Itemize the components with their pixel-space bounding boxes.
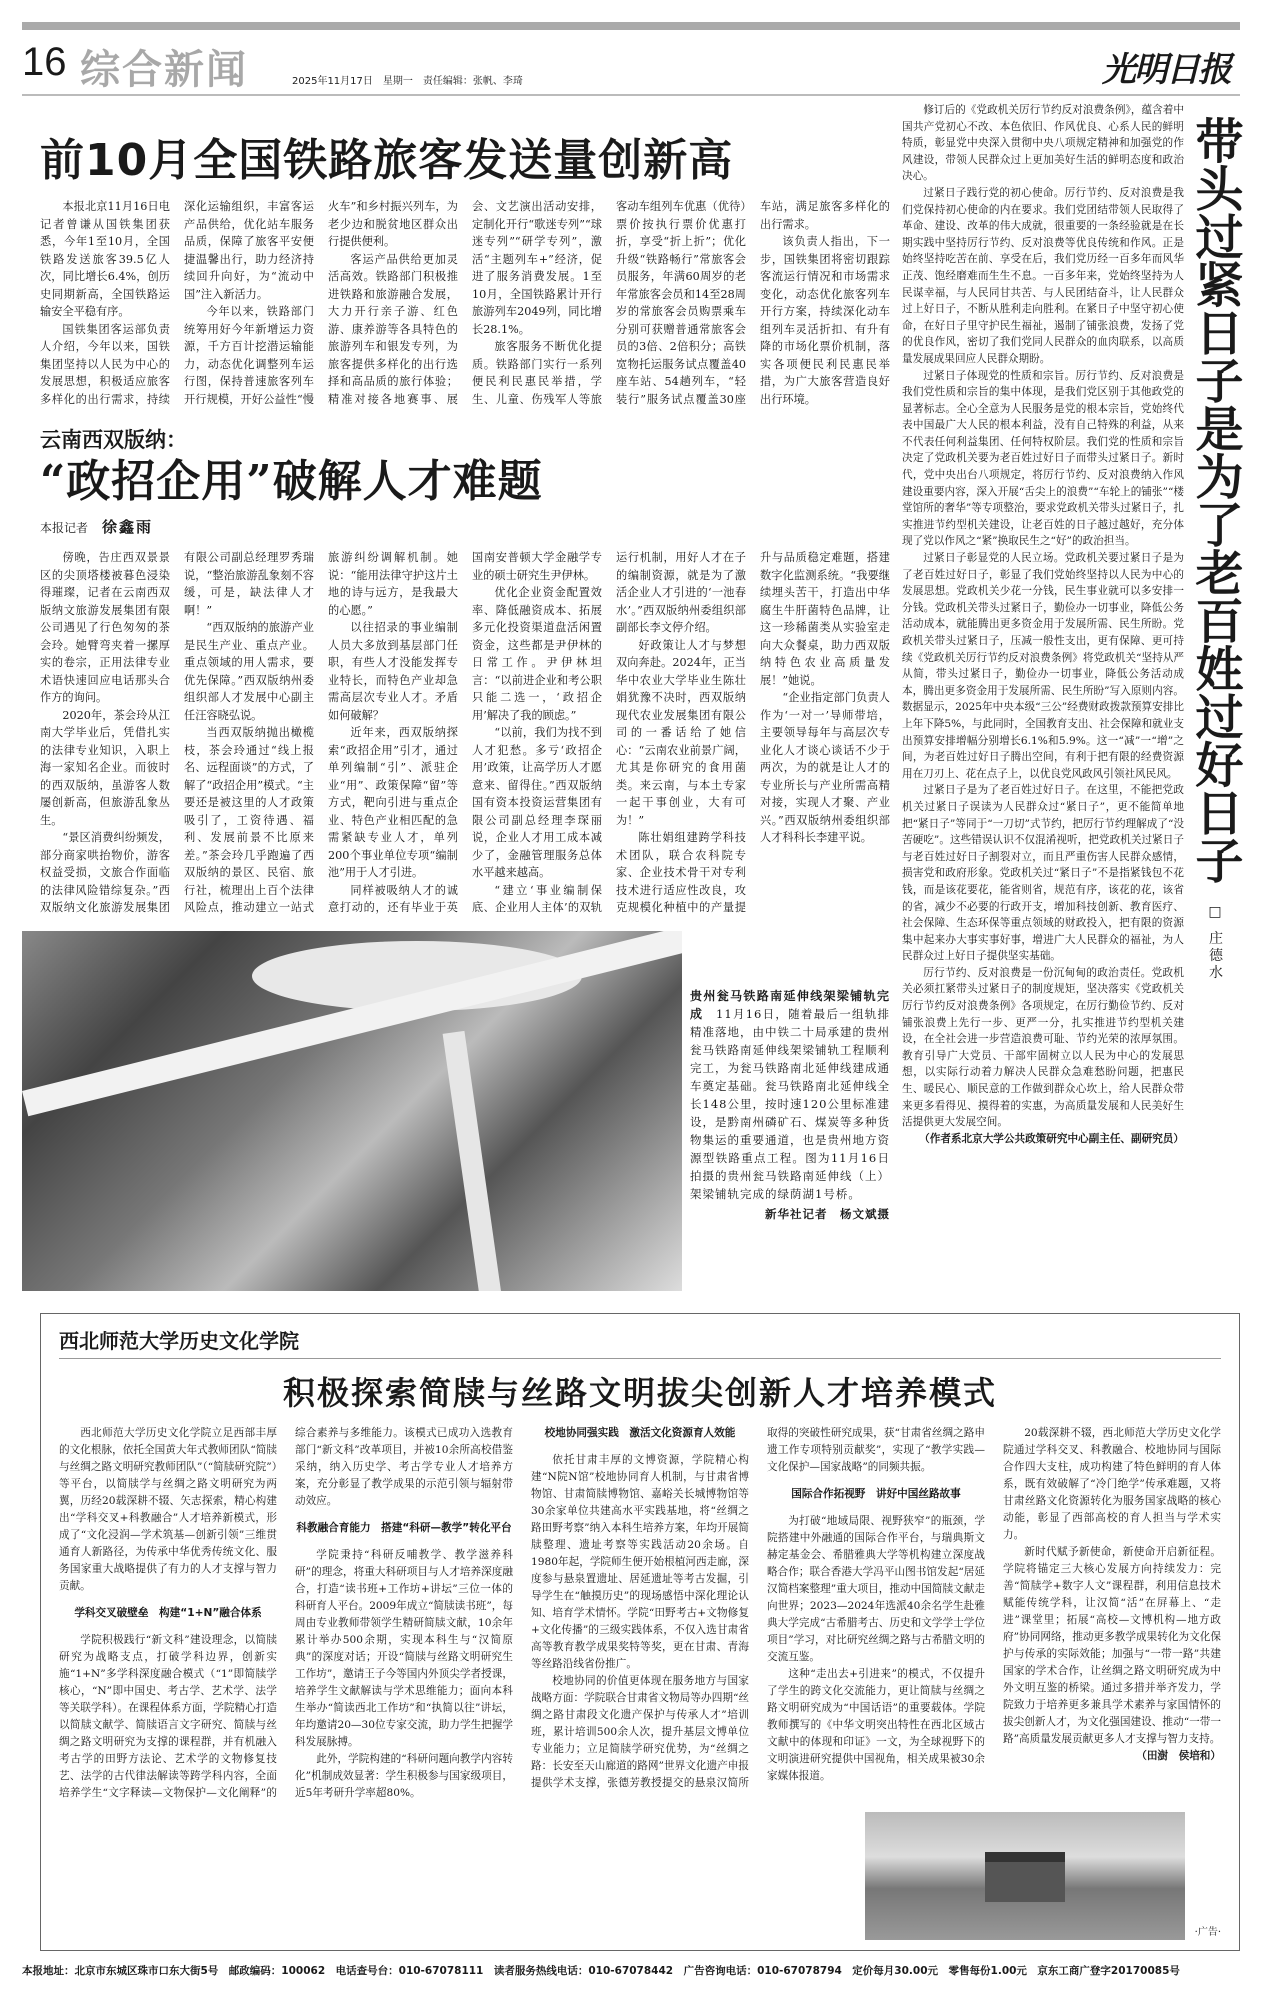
header-rule — [22, 94, 1240, 96]
photo-caption — [690, 931, 890, 1291]
feature-signature: （田澍 侯培和） — [1136, 1749, 1221, 1762]
news-column — [40, 100, 890, 1291]
photo-credit: 新华社记者 杨文斌摄 — [765, 1206, 890, 1221]
paragraph: 西北师范大学历史文化学院立足西部丰厚的文化根脉，依托全国黄大年式教师团队“简牍与丝绸之路文明研究教师团队”（“简牍研究院”）等平台，以简牍学与丝绸之路文明研究为两翼，历经20载深耕不辍、矢志探索，精心构建出“学科交叉+科教融合”人才培养新模式，形成了“文化浸润—学术筑基—创新引领”三维贯通育人新路径，为传承中华优秀传统文化、服务国家重大战略提供了有力的人才支撑与智力贡献。 — [59, 1426, 277, 1592]
paragraph: 近年来，西双版纳探索“政招企用”引才，通过单列编制“引”、派驻企业“用”、政策保障“留”等方式，靶向引进与重点企业、特色产业相匹配的急需紧缺专业人才，单列200个事业单位专项“编制池”用于人才引进。 — [328, 726, 458, 879]
byline-label: 本报记者 — [40, 521, 89, 535]
paragraph: 厉行节约、反对浪费是一份沉甸甸的政治责任。党政机关必须扛紧带头过紧日子的制度规矩，坚决落实《党政机关厉行节约反对浪费条例》各项规定，在厉行勤俭节约、反对铺张浪费上先行一步、更严一分，扎实推进节约型机关建设，在全社会进一步营造浪费可耻、节约光荣的浓厚氛围。教育引导广大党员、干部牢固树立以人民为中心的发展思想，以实际行动着力解决人民群众急难愁盼问题，把惠民生、暖民心、顺民意的工作做到群众心坎上，给人民群众带来更多看得见、摸得着的实惠，为高质量发展和人民美好生活提供更大发展空间。 — [902, 966, 1184, 1129]
feature-box — [40, 1313, 1240, 1951]
top-rule — [22, 22, 1240, 30]
paragraph: 20载深耕不辍，西北师范大学历史文化学院通过学科交叉、科教融合、校地协同与国际合作四大支柱，成功构建了特色鲜明的育人体系，既有效破解了“冷门绝学”传承难题，又将甘肃丝路文化资源转化为服务国家战略的核心动能，彰显了西部高校的育人担当与学术实力。 — [1003, 1426, 1221, 1541]
section-title: 综合新闻 — [80, 47, 248, 93]
feature-subheading: 校地协同强实践 激活文化资源育人效能 — [544, 1426, 736, 1439]
paragraph: 国铁集团客运部负责人介绍，今年以来，国铁集团坚持以人民为中心的发展思想，积极适应旅客多样化的出行需求，持续深化运输组织，丰富客运产品供给，优化站车服务品质，保障了旅客平安便捷温馨出行，助力经济持续回升向好，为“流动中国”注入新活力。 — [40, 200, 314, 406]
paragraph: 修订后的《党政机关厉行节约反对浪费条例》，蕴含着中国共产党初心不改、本色依旧、作风优良、心系人民的鲜明特质，彰显党中央深入贯彻中央八项规定精神和加强党的作风建设，带领人民群众过上更加美好生活的鲜明态度和政治决心。 — [902, 104, 1184, 183]
paragraph: “景区消费纠纷频发，部分商家哄抬物价，游客权益受损，文旅合作面临的法律风险错综复杂。”西双版纳文化旅游发展集团有限公司副总经理罗秀瑞说，“整治旅游乱象刻不容缓，可是，缺法律人才啊！” — [40, 551, 314, 914]
paragraph: 旅客服务不断优化提质。铁路部门实行一系列便民利民惠民举措，学生、儿童、伤残军人等旅客动车组列车优惠（优待）票价按执行票价优惠打折，享受“折上折”；优化升级“铁路畅行”常旅客会员服务，年满60周岁的老年常旅客会员和14至28周岁的常旅客会员购票乘车分别可获赠普通常旅客会员的3倍、2倍积分；高铁宽物托运服务试点覆盖40座车站、54趟列车，“轻装行”服务试点覆盖30座车站，满足旅客多样化的出行需求。 — [472, 200, 890, 406]
paragraph: “企业指定部门负责人作为‘一对一’导师带培，主要领导每年与高层次专业化人才谈心谈话不少于两次，为的就是让人才的专业所长与产业所需高精对接，实现人才聚、产业兴。”西双版纳州委组织部人才科科长李建平说。 — [760, 691, 890, 844]
photo-block — [22, 931, 890, 1291]
paragraph: 客运产品供给更加灵活高效。铁路部门积极推进铁路和旅游融合发展，大力开行亲子游、红色游、康养游等各具特色的旅游列车和银发专列，为旅客提供多样化的出行选择和高品质的旅行体验；精准对接各地赛事、展会、文艺演出活动安排，定制化开行“歌迷专列”“球迷专列”“研学专列”，激活“主题列车+”经济，促进了服务消费发展。1至10月，全国铁路累计开行旅游列车2049列，同比增长28.1%。 — [328, 200, 602, 406]
feature-bottom — [59, 1812, 1221, 1940]
article2-kicker: 云南西双版纳： — [40, 428, 187, 452]
masthead — [22, 0, 1240, 100]
paragraph: 过紧日子体现党的性质和宗旨。厉行节约、反对浪费是我们党性质和宗旨的集中体现，是我们党区别于其他政党的显著标志。全心全意为人民服务是党的根本宗旨，党始终代表中国最广大人民的根本利益，没有自己特殊的利益，从来不代表任何利益集团、任何特权阶层。我们党的性质和宗旨决定了党政机关要为老百姓过好日子而带头过紧日子。新时代，党中央出台八项规定，将厉行节约、反对浪费纳入作风建设重要内容，深入开展“舌尖上的浪费”“车轮上的铺张”“楼堂馆所的奢华”等专项整治，要求党政机关带头过紧日子，扎实推进节约型机关建设，让老百姓的日子越过越好，充分体现了党以作风之“紧”换取民生之“好”的政治担当。 — [902, 369, 1184, 548]
caption-text: 11月16日，随着最后一组轨排精准落地，由中铁二十局承建的贵州瓮马铁路南延伸线架梁铺轨工程顺利完工，为瓮马铁路南北延伸线建成通车奠定基础。瓮马铁路南北延伸线全长148公里，按时速120公里标准建设，是黔南州磷矿石、煤炭等多种货物集运的重要通道，也是贵州地方资源型铁路重点工程。图为11月16日拍摄的贵州瓮马铁路南延伸线（上）架梁铺轨完成的绿荫湖1号桥。 — [690, 1006, 890, 1201]
paragraph: 当西双版纳抛出橄榄枝，茶会玲通过“线上报名、远程面谈”的方式，了解了“政招企用”模式。“主要还是被这里的人才政策吸引了，工资待遇、福利、发展前景不比原来差。”茶会玲几乎跑遍了西双版纳的景区、民宿、旅行社，梳理出上百个法律风险点，推动建立一站式旅游纠纷调解机制。她说：“能用法律守护这片土地的诗与远方，是我最大的心愿。” — [184, 551, 458, 914]
commentary-author: □ 庄德水 — [1207, 904, 1223, 982]
feature-subheading: 科教融合育能力 搭建“科研—教学”转化平台 — [296, 1521, 512, 1534]
railway-bridge-photo — [22, 931, 682, 1291]
feature-subheading: 国际合作拓视野 讲好中国丝路故事 — [791, 1487, 961, 1500]
commentary-body — [902, 102, 1184, 1291]
paragraph: 今年以来，铁路部门统筹用好今年新增运力资源，千方百计挖潜运输能力，动态优化调整列车运行图，保持普速旅客列车开行规模，开好公益性“慢火车”和乡村振兴列车，为老少边和脱贫地区群众出行提供便利。 — [184, 200, 458, 406]
commentary-title: 带头过紧日子是为了老百姓过好日子 — [1187, 116, 1243, 884]
paragraph: 为打破“地域局限、视野狭窄”的瓶颈，学院搭建中外融通的国际合作平台，与瑞典斯文赫定基金会、希腊雅典大学等机构建立深度战略合作；联合香港大学冯平山图书馆发起“居延汉简档案整理”重大项目，推动中国简牍文献走向世界；2023—2024年选派40余名学生赴雅典大学完成“古希腊考古、历史和文学学士学位项目”学习，对比研究丝绸之路与古希腊文明的交流互鉴。 — [767, 1514, 985, 1663]
article2-headline: “政招企用”破解人才难题 — [40, 456, 543, 507]
page-number: 16 — [22, 40, 67, 84]
byline-name: 徐鑫雨 — [102, 518, 154, 536]
paragraph: “建立‘事业编制保底、企业用人主体’的双轨运行机制，用好人才在子的编制资源，就是为了激活企业人才引进的‘一池春水’。”西双版纳州委组织部副部长李文停介绍。 — [472, 551, 746, 914]
paragraph: 本报北京11月16日电 记者曾谦从国铁集团获悉，今年1至10月，全国铁路发送旅客39.5亿人次，同比增长6.4%，创历史同期新高，全国铁路运输安全平稳有序。 — [40, 200, 182, 318]
upper-section — [22, 100, 1243, 1291]
commentary-column — [902, 100, 1243, 1291]
feature-subheading: 学科交叉破壁垒 构建“1+N”融合体系 — [74, 1606, 262, 1619]
paragraph: （作者系北京大学公共政策研究中心副主任、副研究员） — [919, 1132, 1184, 1145]
article2-body — [40, 549, 890, 917]
paragraph: 依托甘肃丰厚的文博资源，学院精心构建“N院N馆”校地协同育人机制，与甘肃省博物馆、甘肃简牍博物馆、嘉峪关长城博物馆等30余家单位共建高水平实践基地，将“丝绸之路田野考察”纳入本科生培养方案，年均开展简牍整理、遗址考察等实践活动20余场。自1980年起，学院师生便开始根植河西走廊，深度参与悬泉置遗址、居延遗址等考古发掘，引导学生在“触摸历史”的现场感悟中深化理论认知、培育学术情怀。学院“田野考古+文物修复+文化传播”的三级实践体系，不仅入选甘肃省高等教育教学成果奖特等奖，更在甘肃、青海等丝路沿线省份推广。 — [531, 1453, 749, 1670]
paragraph: 优化企业资金配置效率、降低融资成本、拓展多元化投资渠道盘活闲置资金，这些都是尹伊林的日常工作。尹伊林坦言：“以前进企业和考公职只能二选一，‘政招企用’解决了我的顾虑。” — [472, 586, 602, 722]
paragraph: 傍晚，告庄西双景景区的尖顶塔楼被暮色浸染得璀璨，记者在云南西双版纳文旅游发展集团有限公司遇见了行色匆匆的茶会玲。她臂弯夹着一摞厚实的卷宗，正用法律专业术语快速回应电话那头合作方的询问。 — [40, 551, 170, 704]
paragraph: “西双版纳的旅游产业是民生产业、重点产业。重点领域的用人需求，要优先保障。”西双版纳州委组织部人才发展中心副主任汪容晓弘说。 — [184, 621, 314, 722]
paragraph: 新时代赋予新使命，新使命开启新征程。学院将锚定三大核心发展方向持续发力：完善“简牍学+数字人文”课程群，利用信息技术赋能传统学科，让汉简“活”在屏幕上、“走进”课堂里；拓展“高校—文博机构—地方政府”协同网络，推动更多教学成果转化为文化保护与传承的实际效能；加强与“一带一路”共建国家的学术合作，让丝绸之路文明研究成为中外文明互鉴的桥梁。通过多措并举齐发力，学院致力于培养更多兼具学术素养与家国情怀的拔尖创新人才，为文化强国建设、推动“一带一路”高质量发展贡献更多人才支撑与智力支持。 — [1003, 1545, 1221, 1745]
paragraph: 过紧日子是为了老百姓过好日子。在这里，不能把党政机关过紧日子误读为人民群众过“紧日子”，更不能简单地把“紧日子”等同于“一刀切”式节约，把厉行节约理解成了“没苦硬吃”。这些错误认识不仅混淆视听，把党政机关过紧日子与老百姓过好日子割裂对立，而且严重伤害人民群众感情，损害党和政府形象。党政机关过“紧日子”不是指紧钱包不花钱，而是该花要花，能省则省，规范有序，该花的花，该省的省，减少不必要的行政开支，增加科技创新、教育医疗、社会保障、生态环保等重点领域的财政投入，把有限的资源集中起来办大事实事好事，增进广大人民群众的福祉，为人民群众过上好日子提供坚实基础。 — [902, 784, 1184, 963]
commentary-title-block — [1187, 102, 1243, 1291]
caption-title: 贵州瓮马铁路南延伸线架梁铺轨完成 — [690, 988, 890, 1021]
newspaper-logo: 光明日报 — [1102, 50, 1230, 90]
paragraph: 同样被吸纳人才的诚意打动的，还有毕业于英国南安普顿大学金融学专业的硕士研究生尹伊林。 — [328, 551, 602, 914]
paragraph: 这种“走出去+引进来”的模式，不仅提升了学生的跨文化交流能力，更让简牍与丝绸之路文明研究成为“中国话语”的重要载体。学院教师撰写的《中华文明突出特性在西北区域古文献中的体现和印证》一文，为全球视野下的文明演进研究提供中国视角，相关成果被30余家媒体报道。 — [767, 1667, 985, 1782]
article1-headline: 前10月全国铁路旅客发送量创新高 — [40, 135, 734, 186]
paragraph: 好政策让人才与梦想双向奔赴。2024年，正当华中农业大学毕业生陈壮娟犹豫不决时，西双版纳现代农业发展集团有限公司的一番话给了她信心：“云南农业前景广阔，尤其是你研究的食用菌类。来云南，与本土专家一起干事创业，大有可为！” — [616, 638, 746, 827]
paragraph: 此外，学院构建的“科研问题向教学内容转化”机制成效显著：学生积极参与国家级项目，近5年考研升学率超80%。 — [295, 1752, 513, 1799]
footer-imprint: 本报地址：北京市东城区珠市口东大街5号 邮政编码：100062 电话查号台：010-67078111 读者服务热线电话：010-67078442 广告咨询电话：010-67078794 定价每月30.00元 零售每份1.00元 京东工商广登字20170085号 — [22, 1964, 1180, 1977]
paragraph: 校地协同的价值更体现在服务地方与国家战略方面：学院联合甘肃省文物局等办四期“丝绸之路甘肃段文化遗产保护与传承人才”培训班，累计培训500余人次，提升基层文博单位专业能力；立足简牍学研究优势，为“丝绸之路：长安至天山廊道的路网”世界文化遗产申报提供学术支撑，张德芳教授提交的悬泉汉简所取得的突破性研究成果，获“甘肃省丝绸之路申遗工作专项特别贡献奖”，实现了“教学实践—文化保护—国家战略”的同频共振。 — [531, 1426, 985, 1789]
article1-body — [40, 198, 890, 408]
campus-gate-photo — [865, 1812, 1185, 1940]
paragraph: 学院秉持“科研反哺教学、教学滋养科研”的理念，将重大科研项目与人才培养深度融合，打造“读书班+工作坊+讲坛”三位一体的科研育人平台。2009年成立“简牍读书班”，每周由专业教师带领学生精研简牍文献，10余年累计举办500余期，实现本科生与“汉简原典”的深度对话；开设“简牍与丝路文明研究生工作坊”，邀请王子今等国内外顶尖学者授课，培养学生文献解读与学术思维能力；面向本科生举办“简读西北工作坊”和“执简以往”讲坛，年均邀请20—30位专家交流，助力学生把握学科发展脉搏。 — [295, 1548, 513, 1748]
feature-institution: 西北师范大学历史文化学院 — [59, 1328, 299, 1353]
paragraph: 过紧日子彰显党的人民立场。党政机关要过紧日子是为了老百姓过好日子，彰显了我们党始终坚持以人民为中心的发展思想。党政机关少花一分钱，民生事业就可以多安排一分钱。党政机关带头过紧日子，勤俭办一切事业，降低公务活动成本，就能腾出更多资金用于发展所需、民生所盼。党政机关带头过紧日子，压减一般性支出，更有保障、更可持续《党政机关厉行节约反对浪费条例》将党政机关“坚持从严从简，带头过紧日子，勤俭办一切事业，降低公务活动成本，腾出更多资金用于发展所需、民生所盼”写入原则内容。数据显示，2025年中央本级“三公”经费财政拨款预算安排比上年下降5%，与此同时，全国教育支出、社会保障和就业支出预算安排增幅分别增长6.1%和5.9%。这一“减”一“增”之间，为老百姓过好日子腾出空间，有利于把有限的经费资源用在刀刃上、花在点子上，以优良党风政风引领社风民风。 — [902, 552, 1184, 780]
paragraph: 2020年，茶会玲从江南大学毕业后，凭借扎实的法律专业知识，入职上海一家知名企业。而彼时的西双版纳，虽游客人数屡创新高，但旅游乱象丛生。 — [40, 708, 170, 827]
feature-body — [59, 1425, 1221, 1802]
paragraph: 陈壮娟组建跨学科技术团队，联合农科院专家、企业技术骨干对专利技术进行适应性改良，攻克规模化种植中的产量提升与品质稳定难题，搭建数字化监测系统。“我要继续埋头苦干，打造出中华腐生牛肝菌特色品牌，让这一珍稀菌类从实验室走向大众餐桌，助力西双版纳特色农业高质量发展！”她说。 — [616, 551, 890, 914]
feature-headline: 积极探索简牍与丝路文明拔尖创新人才培养模式 — [282, 1373, 997, 1412]
article2-byline — [40, 516, 890, 537]
ad-label: ·广告· — [1194, 1926, 1221, 1938]
feature-rule — [59, 1358, 1221, 1359]
issue-meta: 2025年11月17日 星期一 责任编辑：张帆、李琦 — [292, 76, 523, 87]
paragraph: 该负责人指出，下一步，国铁集团将密切跟踪客流运行情况和市场需求变化，动态优化旅客列车开行方案，持续深化动车组列车灵活折扣、有升有降的市场化票价机制，落实各项便民利民惠民举措，为广大旅客营造良好出行环境。 — [760, 235, 890, 406]
paragraph: 以往招录的事业编制人员大多放到基层部门任职，有些人才没能发挥专业特长，而特色产业却急需高层次专业人才。矛盾如何破解？ — [328, 621, 458, 722]
paragraph: “以前，我们为找不到人才犯愁。多亏‘政招企用’政策，让高学历人才愿意来、留得住。”西双版纳国有资本投资运营集团有限公司副总经理李琛丽说，企业人才用工成本减少了，金融管理服务总体水平越来越高。 — [472, 726, 602, 879]
paragraph: 过紧日子践行党的初心使命。厉行节约、反对浪费是我们党保持初心使命的内在要求。我们党团结带领人民取得了革命、建设、改革的伟大成就，很重要的一条经验就是在长期实践中坚持厉行节约、反对浪费等优良传统和作风。正是始终坚持吃苦在前、享受在后，我们党历经一百多年而风华正茂、饱经磨难而生生不息。一百多年来，党始终坚持为人民谋幸福，与人民同甘共苦、与人民团结奋斗，让人民群众过上好日子，不断从胜利走向胜利。在紧日子中坚守初心使命，在好日子里守护民生福祉，遏制了铺张浪费，发扬了党的优良作风，密切了我们党同人民群众的血肉联系，以高质量发展成果回应人民群众期盼。 — [902, 186, 1184, 365]
paragraph: 学院积极践行“新文科”建设理念，以简牍研究为战略支点，打破学科边界，创新实施“1+N”多学科深度融合模式（“1”即简牍学核心，“N”即中国史、考古学、艺术学、法学等关联学科）。在课程体系方面，学院精心打造以简牍文献学、简牍语言文字研究、简牍与丝绸之路文明研究为支撑的课程群，并有机融入考古学的田野方法论、艺术学的文物修复技艺、法学的古代律法解读等跨学科内容，全面培养学生“文字释读—文物保护—文化阐释”的综合素养与多维能力。该模式已成功入选教育部门“新文科”改革项目，并被10余所高校借鉴采纳，纳入历史学、考古学专业人才培养方案，充分彰显了教学成果的示范引领与辐射带动效应。 — [59, 1426, 513, 1799]
